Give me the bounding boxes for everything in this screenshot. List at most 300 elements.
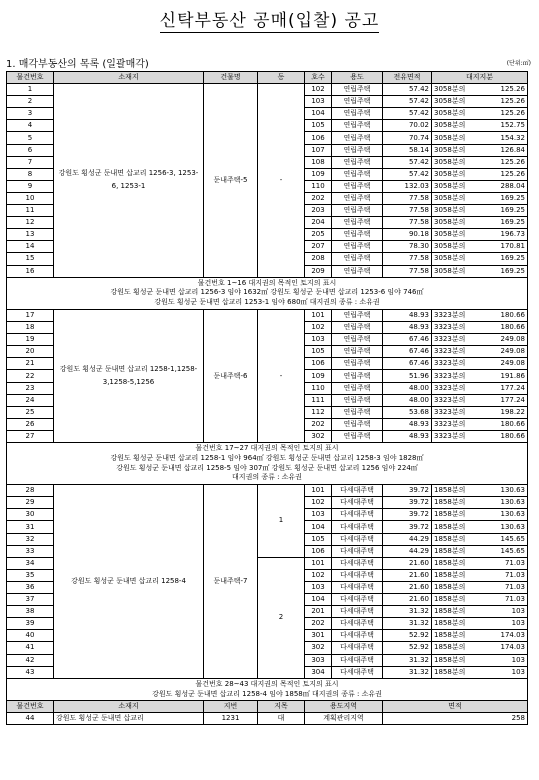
land-cell: 44: [7, 713, 54, 725]
land-share-value: 180.66: [500, 431, 525, 440]
item-number: 15: [7, 253, 54, 265]
exclusive-area: 48.93: [383, 322, 432, 334]
exclusive-area: 31.32: [383, 606, 432, 618]
land-share-cell: [432, 394, 528, 406]
item-number: 13: [7, 229, 54, 241]
unit-number: 101: [305, 557, 332, 569]
land-share-total: 3323분의: [434, 419, 466, 428]
unit-number: 302: [305, 642, 332, 654]
land-share-value: 103: [511, 667, 525, 676]
land-share-total: 3058분의: [434, 266, 466, 275]
land-share: [434, 510, 525, 519]
unit-number: 110: [305, 382, 332, 394]
land-share-cell: [432, 630, 528, 642]
land-share-total: 3058분의: [434, 181, 466, 190]
note-line: 대지권의 종류 : 소유권: [232, 473, 302, 482]
usage: 연립주택: [332, 96, 383, 108]
item-number: 4: [7, 120, 54, 132]
location-cell: 강원도 횡성군 둔내면 삽교리 1258-1,1258-3,1258-5,1256: [54, 309, 204, 442]
exclusive-area: 132.03: [383, 180, 432, 192]
land-share-value: 174.03: [500, 643, 525, 652]
item-number: 10: [7, 192, 54, 204]
note-row: [7, 277, 528, 309]
land-share-cell: [432, 192, 528, 204]
land-share: [434, 194, 525, 203]
exclusive-area: 48.93: [383, 418, 432, 430]
note-line: 강원도 횡성군 둔내면 삽교리 1258-4 임야 1858㎡ 대지권의 종류 : 소유권: [152, 689, 382, 698]
item-number: 3: [7, 108, 54, 120]
column-header: 동: [258, 72, 305, 84]
land-rights-note: [7, 277, 528, 309]
note-line: 물건번호 17~27 대지권의 목적인 토지의 표시: [195, 444, 339, 453]
usage: 다세대주택: [332, 569, 383, 581]
exclusive-area: 70.74: [383, 132, 432, 144]
land-share: [434, 242, 525, 251]
land-share-cell: [432, 358, 528, 370]
exclusive-area: 77.58: [383, 192, 432, 204]
land-row: [7, 713, 528, 725]
land-share: [434, 97, 525, 106]
unit-number: 112: [305, 406, 332, 418]
land-share-cell: [432, 618, 528, 630]
column-header: 물건번호: [7, 72, 54, 84]
land-share-total: 3058분의: [434, 133, 466, 142]
land-share: [434, 595, 525, 604]
exclusive-area: 90.18: [383, 229, 432, 241]
usage: 연립주택: [332, 418, 383, 430]
unit-number: 108: [305, 156, 332, 168]
land-cell: 1231: [204, 713, 258, 725]
land-share-value: 125.26: [500, 109, 525, 118]
unit-number: 204: [305, 217, 332, 229]
land-share-value: 125.26: [500, 169, 525, 178]
land-share-value: 177.24: [500, 383, 525, 392]
land-share-value: 71.03: [504, 558, 525, 567]
land-share: [434, 218, 525, 227]
land-share-cell: [432, 581, 528, 593]
unit-number: 111: [305, 394, 332, 406]
land-share-cell: [432, 370, 528, 382]
land-share-cell: [432, 594, 528, 606]
item-number: 43: [7, 666, 54, 678]
land-share-value: 174.03: [500, 631, 525, 640]
item-number: 6: [7, 144, 54, 156]
land-share-total: 3058분의: [434, 157, 466, 166]
land-rights-note: [7, 443, 528, 485]
dong-cell: -: [258, 309, 305, 442]
land-share: [434, 486, 525, 495]
land-share-value: 145.65: [500, 534, 525, 543]
unit-number: 103: [305, 509, 332, 521]
exclusive-area: 48.00: [383, 394, 432, 406]
land-share: [434, 206, 525, 215]
land-share-total: 1858분의: [434, 534, 466, 543]
land-cell: 계획관리지역: [305, 713, 383, 725]
land-share-cell: [432, 84, 528, 96]
item-number: 29: [7, 497, 54, 509]
land-column-header: 지목: [258, 701, 305, 713]
land-share-cell: [432, 497, 528, 509]
land-share-cell: [432, 168, 528, 180]
land-share-cell: [432, 229, 528, 241]
note-line: 강원도 횡성군 둔내면 삽교리 1256-3 임야 1632㎡ 강원도 횡성군 둔내면 삽교리 1253-6 임야 746㎡: [110, 288, 424, 297]
land-share: [434, 523, 525, 532]
usage: 연립주택: [332, 346, 383, 358]
usage: 연립주택: [332, 265, 383, 277]
unit-number: 202: [305, 418, 332, 430]
location-cell: 강원도 횡성군 둔내면 삽교리 1258-4: [54, 485, 204, 679]
unit-number: 201: [305, 606, 332, 618]
unit-number: 101: [305, 485, 332, 497]
unit-number: 102: [305, 569, 332, 581]
land-header-row: [7, 701, 528, 713]
usage: 다세대주택: [332, 557, 383, 569]
unit-number: 209: [305, 265, 332, 277]
land-share-value: 125.26: [500, 157, 525, 166]
unit-number: 303: [305, 654, 332, 666]
land-share-cell: [432, 156, 528, 168]
land-share-value: 169.25: [500, 266, 525, 275]
land-share-total: 1858분의: [434, 643, 466, 652]
land-share-total: 1858분의: [434, 667, 466, 676]
unit-number: 301: [305, 630, 332, 642]
item-number: 41: [7, 642, 54, 654]
item-number: 21: [7, 358, 54, 370]
land-share-value: 169.25: [500, 206, 525, 215]
dong-cell: -: [258, 84, 305, 278]
land-share: [434, 631, 525, 640]
exclusive-area: 77.58: [383, 265, 432, 277]
exclusive-area: 39.72: [383, 497, 432, 509]
exclusive-area: 31.32: [383, 666, 432, 678]
item-number: 24: [7, 394, 54, 406]
land-share-total: 3058분의: [434, 169, 466, 178]
exclusive-area: 39.72: [383, 521, 432, 533]
land-share-total: 1858분의: [434, 570, 466, 579]
usage: 다세대주택: [332, 666, 383, 678]
land-share-value: 249.08: [500, 335, 525, 344]
usage: 연립주택: [332, 406, 383, 418]
usage: 연립주택: [332, 156, 383, 168]
land-share: [434, 372, 525, 381]
note-line: 물건번호 1~16 대지권의 목적인 토지의 표시: [197, 278, 337, 287]
land-share: [434, 432, 525, 441]
land-share-value: 145.65: [500, 546, 525, 555]
land-share-value: 169.25: [500, 193, 525, 202]
land-share-value: 288.04: [500, 181, 525, 190]
item-number: 1: [7, 84, 54, 96]
usage: 연립주택: [332, 132, 383, 144]
land-share: [434, 230, 525, 239]
land-share-cell: [432, 569, 528, 581]
land-share-value: 130.63: [500, 510, 525, 519]
unit-number: 202: [305, 192, 332, 204]
unit-number: 104: [305, 108, 332, 120]
land-share: [434, 571, 525, 580]
usage: 다세대주택: [332, 642, 383, 654]
land-share: [434, 408, 525, 417]
land-share-cell: [432, 309, 528, 321]
land-share-total: 3058분의: [434, 109, 466, 118]
table-row: [7, 309, 528, 321]
land-share-value: 196.73: [500, 230, 525, 239]
exclusive-area: 67.46: [383, 358, 432, 370]
land-share-total: 3058분의: [434, 193, 466, 202]
land-share-total: 1858분의: [434, 655, 466, 664]
land-share-total: 1858분의: [434, 546, 466, 555]
land-share: [434, 121, 525, 130]
note-row: [7, 443, 528, 485]
exclusive-area: 48.00: [383, 382, 432, 394]
land-share-cell: [432, 322, 528, 334]
unit-number: 102: [305, 322, 332, 334]
land-share-total: 3058분의: [434, 145, 466, 154]
dong-cell: 2: [258, 557, 305, 678]
usage: 다세대주택: [332, 533, 383, 545]
land-share-cell: [432, 241, 528, 253]
land-share: [434, 535, 525, 544]
land-share-total: 1858분의: [434, 510, 466, 519]
item-number: 12: [7, 217, 54, 229]
land-share-cell: [432, 430, 528, 442]
land-share-total: 3323분의: [434, 383, 466, 392]
land-share-total: 1858분의: [434, 498, 466, 507]
land-share: [434, 254, 525, 263]
exclusive-area: 57.42: [383, 96, 432, 108]
item-number: 30: [7, 509, 54, 521]
usage: 다세대주택: [332, 581, 383, 593]
land-share-cell: [432, 666, 528, 678]
exclusive-area: 57.42: [383, 108, 432, 120]
unit-number: 107: [305, 144, 332, 156]
land-share-total: 3323분의: [434, 359, 466, 368]
unit-number: 102: [305, 84, 332, 96]
usage: 다세대주택: [332, 654, 383, 666]
land-share-total: 3323분의: [434, 431, 466, 440]
exclusive-area: 21.60: [383, 569, 432, 581]
usage: 연립주택: [332, 394, 383, 406]
usage: 연립주택: [332, 309, 383, 321]
land-share-total: 3058분의: [434, 206, 466, 215]
land-share-value: 249.08: [500, 347, 525, 356]
usage: 다세대주택: [332, 497, 383, 509]
land-share-cell: [432, 205, 528, 217]
item-number: 2: [7, 96, 54, 108]
building-name: 둔내주택-7: [204, 485, 258, 679]
usage: 다세대주택: [332, 618, 383, 630]
land-share-cell: [432, 180, 528, 192]
unit-label: (단위:㎡): [506, 60, 531, 67]
exclusive-area: 57.42: [383, 84, 432, 96]
land-share-value: 180.66: [500, 311, 525, 320]
land-share-cell: [432, 642, 528, 654]
item-number: 28: [7, 485, 54, 497]
land-share-total: 1858분의: [434, 522, 466, 531]
exclusive-area: 21.60: [383, 594, 432, 606]
land-share-cell: [432, 144, 528, 156]
usage: 다세대주택: [332, 594, 383, 606]
exclusive-area: 52.92: [383, 630, 432, 642]
land-share-cell: [432, 265, 528, 277]
item-number: 20: [7, 346, 54, 358]
usage: 연립주택: [332, 382, 383, 394]
land-share: [434, 182, 525, 191]
land-share: [434, 547, 525, 556]
land-share-value: 103: [511, 619, 525, 628]
land-share-total: 1858분의: [434, 558, 466, 567]
column-header: 전유면적: [383, 72, 432, 84]
land-share: [434, 335, 525, 344]
usage: 연립주택: [332, 229, 383, 241]
unit-number: 104: [305, 594, 332, 606]
item-number: 7: [7, 156, 54, 168]
unit-number: 106: [305, 545, 332, 557]
note-line: 강원도 횡성군 둔내면 삽교리 1253-1 임야 680㎡ 대지권의 종류 : 소유권: [154, 298, 380, 307]
unit-number: 102: [305, 497, 332, 509]
land-share: [434, 619, 525, 628]
land-share-value: 126.84: [500, 145, 525, 154]
exclusive-area: 39.72: [383, 485, 432, 497]
land-column-header: 면적: [383, 701, 528, 713]
land-share-total: 3323분의: [434, 311, 466, 320]
exclusive-area: 31.32: [383, 654, 432, 666]
land-share-cell: [432, 217, 528, 229]
table-row: [7, 84, 528, 96]
usage: 연립주택: [332, 241, 383, 253]
land-share-value: 71.03: [504, 583, 525, 591]
land-share-total: 3323분의: [434, 335, 466, 344]
exclusive-area: 57.42: [383, 168, 432, 180]
usage: 연립주택: [332, 430, 383, 442]
item-number: 5: [7, 132, 54, 144]
land-share: [434, 109, 525, 118]
item-number: 17: [7, 309, 54, 321]
land-share: [434, 607, 525, 616]
land-column-header: 소재지: [54, 701, 204, 713]
unit-number: 105: [305, 533, 332, 545]
land-share-value: 177.24: [500, 395, 525, 404]
unit-number: 104: [305, 521, 332, 533]
land-share-value: 71.03: [504, 595, 525, 604]
land-share-value: 170.81: [500, 242, 525, 251]
land-share-value: 249.08: [500, 359, 525, 368]
land-share-total: 3323분의: [434, 371, 466, 380]
item-number: 42: [7, 654, 54, 666]
property-table: [6, 71, 528, 725]
land-share-value: 130.63: [500, 522, 525, 531]
item-number: 16: [7, 265, 54, 277]
exclusive-area: 44.29: [383, 533, 432, 545]
note-line: 강원도 횡성군 둔내면 삽교리 1258-5 임야 307㎡ 강원도 횡성군 둔내면 삽교리 1256 임야 224㎡: [116, 463, 418, 472]
exclusive-area: 70.02: [383, 120, 432, 132]
land-share-value: 169.25: [500, 254, 525, 263]
land-share-total: 3323분의: [434, 323, 466, 332]
table-header-row: [7, 72, 528, 84]
land-share: [434, 347, 525, 356]
land-share-cell: [432, 509, 528, 521]
item-number: 25: [7, 406, 54, 418]
land-share-cell: [432, 406, 528, 418]
land-share-cell: [432, 545, 528, 557]
usage: 연립주택: [332, 358, 383, 370]
land-share: [434, 170, 525, 179]
unit-number: 101: [305, 309, 332, 321]
land-share-total: 1858분의: [434, 595, 466, 604]
land-share-total: 1858분의: [434, 631, 466, 640]
exclusive-area: 67.46: [383, 334, 432, 346]
land-share-total: 1858분의: [434, 607, 466, 616]
land-share-value: 130.63: [500, 498, 525, 507]
land-share: [434, 384, 525, 393]
exclusive-area: 51.96: [383, 370, 432, 382]
unit-number: 208: [305, 253, 332, 265]
usage: 연립주택: [332, 217, 383, 229]
land-share-cell: [432, 346, 528, 358]
item-number: 37: [7, 594, 54, 606]
usage: 연립주택: [332, 168, 383, 180]
item-number: 26: [7, 418, 54, 430]
exclusive-area: 21.60: [383, 557, 432, 569]
exclusive-area: 21.60: [383, 581, 432, 593]
land-share: [434, 158, 525, 167]
unit-number: 207: [305, 241, 332, 253]
item-number: 27: [7, 430, 54, 442]
usage: 연립주택: [332, 192, 383, 204]
exclusive-area: 67.46: [383, 346, 432, 358]
usage: 연립주택: [332, 144, 383, 156]
item-number: 19: [7, 334, 54, 346]
exclusive-area: 39.72: [383, 509, 432, 521]
unit-number: 103: [305, 96, 332, 108]
item-number: 38: [7, 606, 54, 618]
land-share-total: 3058분의: [434, 218, 466, 227]
item-number: 9: [7, 180, 54, 192]
exclusive-area: 58.14: [383, 144, 432, 156]
land-share-value: 125.26: [500, 85, 525, 94]
building-name: 둔내주택-5: [204, 84, 258, 278]
usage: 연립주택: [332, 370, 383, 382]
unit-number: 202: [305, 618, 332, 630]
land-share-cell: [432, 334, 528, 346]
dong-cell: 1: [258, 485, 305, 558]
land-share: [434, 323, 525, 332]
exclusive-area: 44.29: [383, 545, 432, 557]
land-share-value: 125.26: [500, 97, 525, 106]
item-number: 36: [7, 581, 54, 593]
land-share-value: 152.75: [500, 121, 525, 130]
usage: 연립주택: [332, 253, 383, 265]
usage: 연립주택: [332, 205, 383, 217]
unit-number: 106: [305, 358, 332, 370]
item-number: 22: [7, 370, 54, 382]
land-share-total: 3058분의: [434, 230, 466, 239]
item-number: 35: [7, 569, 54, 581]
land-share-cell: [432, 521, 528, 533]
item-number: 31: [7, 521, 54, 533]
land-share-cell: [432, 132, 528, 144]
land-share-total: 3058분의: [434, 121, 466, 130]
land-share-cell: [432, 654, 528, 666]
land-share-total: 3058분의: [434, 254, 466, 263]
item-number: 34: [7, 557, 54, 569]
land-share-total: 1858분의: [434, 583, 466, 591]
land-share-cell: [432, 485, 528, 497]
item-number: 11: [7, 205, 54, 217]
usage: 다세대주택: [332, 485, 383, 497]
land-share: [434, 668, 525, 677]
land-column-header: 지번: [204, 701, 258, 713]
unit-number: 109: [305, 370, 332, 382]
